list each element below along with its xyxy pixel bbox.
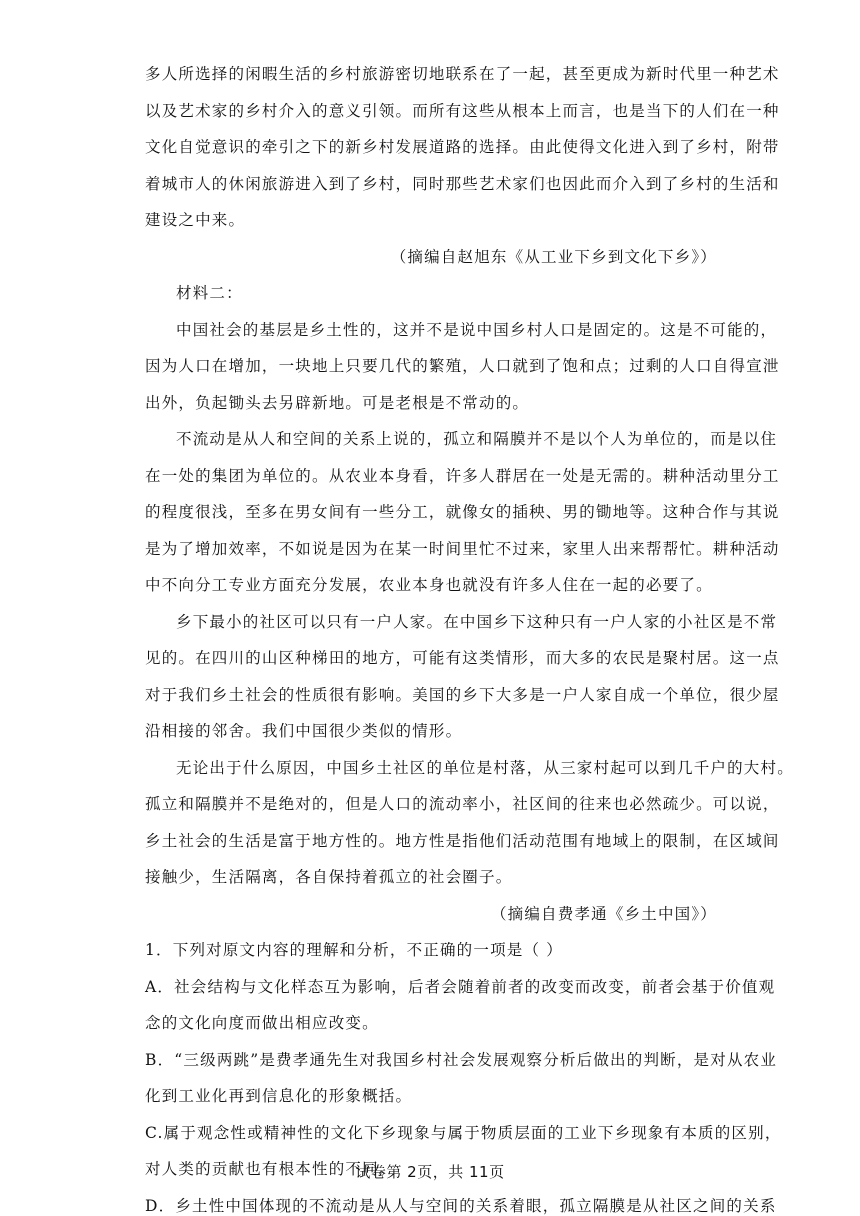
option-d: D．乡土性中国体现的不流动是从人与空间的关系着眼，孤立隔膜是从社区之间的关系 (145, 1196, 777, 1215)
text-line: 乡下最小的社区可以只有一户人家。在中国乡下这种只有一户人家的小社区是不常 (176, 612, 778, 631)
text-line: 因为人口在增加，一块地上只要几代的繁殖，人口就到了饱和点；过剩的人口自得宣泄 (145, 357, 780, 375)
section-heading: 材料二： (176, 284, 243, 302)
text-line: 无论出于什么原因，中国乡土社区的单位是村落，从三家村起可以到几千户的大村。 (176, 758, 794, 777)
page-footer: 试卷第 2页，共 11页 (355, 1163, 505, 1181)
text-line: 出外，负起锄头去另辟新地。可是老根是不常动的。 (145, 393, 530, 412)
option-c: C.属于观念性或精神性的文化下乡现象与属于物质层面的工业下乡现象有本质的区别， (145, 1123, 782, 1142)
text-line: 以及艺术家的乡村介入的意义引领。而所有这些从根本上而言，也是当下的人们在一种 (145, 101, 780, 120)
text-line: 中国社会的基层是乡土性的，这并不是说中国乡村人口是固定的。这是不可能的， (176, 320, 778, 339)
text-line: 孤立和隔膜并不是绝对的，但是人口的流动率小，社区间的往来也必然疏少。可以说， (145, 795, 780, 813)
text-line: 建设之中来。 (145, 211, 246, 229)
text-line: 文化自觉意识的牵引之下的新乡村发展道路的选择。由此使得文化进入到了乡村，附带 (145, 138, 780, 156)
option-a-cont: 念的文化向度而做出相应改变。 (145, 1014, 379, 1032)
text-line: 对于我们乡土社会的性质很有影响。美国的乡下大多是一户人家自成一个单位，很少屋 (145, 685, 780, 704)
text-line: 沿相接的邻舍。我们中国很少类似的情形。 (145, 722, 463, 740)
source-citation: （摘编自费孝通《乡土中国》） (490, 904, 717, 923)
option-b-cont: 化到工业化再到信息化的形象概括。 (145, 1087, 413, 1105)
option-c-cont: 对人类的贡献也有根本性的不同。 (145, 1160, 396, 1178)
text-line: 的程度很浅，至多在男女间有一些分工，就像女的插秧、男的锄地等。这种合作与其说 (145, 503, 780, 521)
text-line: 中不向分工专业方面充分发展，农业本身也就没有许多人住在一起的必要了。 (145, 576, 713, 594)
source-citation: （摘编自赵旭东《从工业下乡到文化下乡》） (390, 247, 717, 266)
text-line: 见的。在四川的山区种梯田的地方，可能有这类情形，而大多的农民是聚村居。这一点 (145, 649, 780, 667)
text-line: 是为了增加效率，不如说是因为在某一时间里忙不过来，家里人出来帮帮忙。耕种活动 (145, 539, 780, 558)
option-b: B．“三级两跳”是费孝通先生对我国乡村社会发展观察分析后做出的判断，是对从农业 (145, 1050, 778, 1069)
text-line: 乡土社会的生活是富于地方性的。地方性是指他们活动范围有地域上的限制，在区域间 (145, 831, 780, 850)
text-line: 接触少，生活隔离，各自保持着孤立的社会圈子。 (145, 868, 513, 886)
question-stem: 1．下列对原文内容的理解和分析，不正确的一项是（ ） (145, 941, 563, 959)
text-line: 不流动是从人和空间的关系上说的，孤立和隔膜并不是以个人为单位的，而是以住 (176, 430, 778, 448)
text-line: 着城市人的休闲旅游进入到了乡村，同时那些艺术家们也因此而介入到了乡村的生活和 (145, 174, 780, 193)
text-line: 在一处的集团为单位的。从农业本身看，许多人群居在一处是无需的。耕种活动里分工 (145, 466, 780, 485)
option-a: A．社会结构与文化样态互为影响，后者会随着前者的改变而改变，前者会基于价值观 (145, 977, 776, 996)
text-line: 多人所选择的闲暇生活的乡村旅游密切地联系在了一起，甚至更成为新时代里一种艺术 (145, 65, 780, 83)
